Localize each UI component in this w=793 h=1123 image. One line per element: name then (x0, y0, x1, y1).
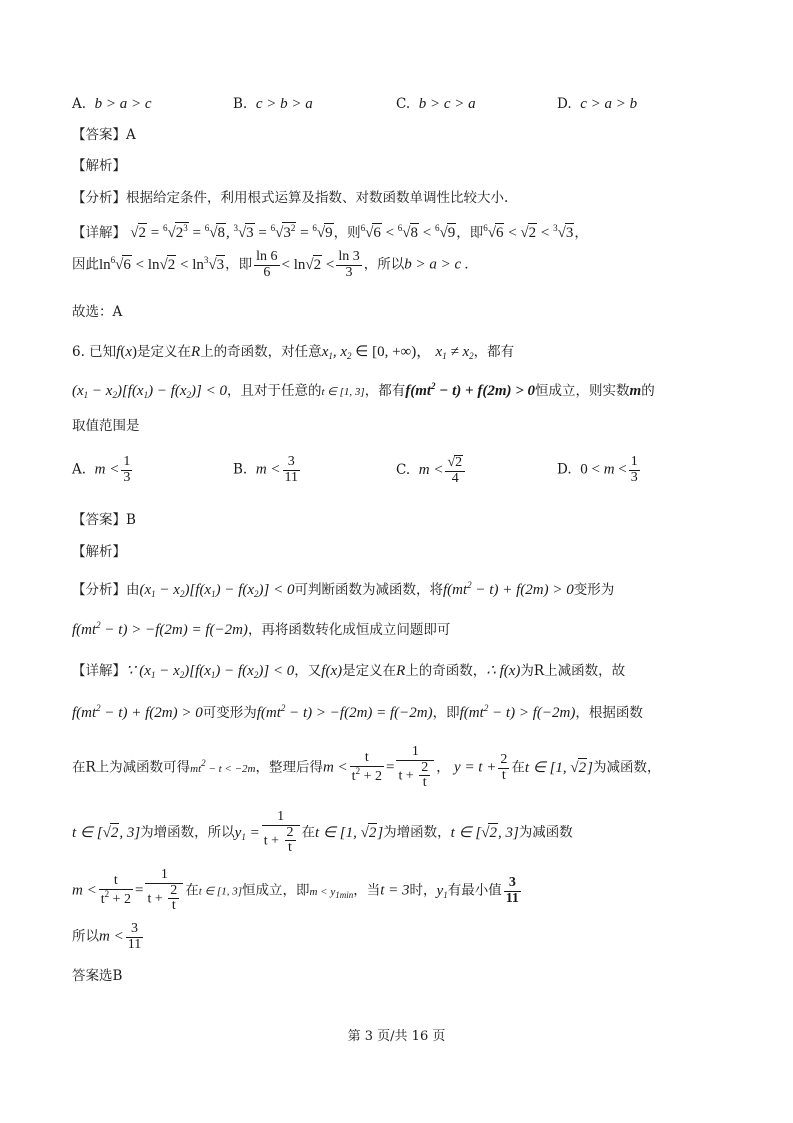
detail-label: 【详解】 (72, 225, 126, 241)
math-expression: $f(mt^2 - t) + f(2m) > 0$ (72, 703, 203, 721)
text-fragment: 有最小值 (447, 882, 502, 899)
q6-option-b (233, 455, 302, 485)
fraction: $\frac{1}{3}$ (123, 454, 131, 485)
text-fragment: 在R上为减函数可得 (72, 759, 191, 776)
fraction: $\frac{3}{11}$ (505, 874, 519, 906)
math-expression: t ∈ [√2, 3] (72, 824, 141, 841)
fraction: $\frac{1}{3}$ (630, 454, 638, 485)
text-fragment: 在 (511, 759, 525, 776)
text-fragment: 恒成立，即 (241, 882, 310, 899)
text-fragment: 在 (185, 882, 199, 899)
q5-fenxi: 【分析】根据给定条件，利用根式运算及指数、对数函数单调性比较大小. (72, 190, 509, 206)
fraction: $\frac{3}{11}$ (284, 454, 299, 485)
math-expression: $y_1$ = (234, 824, 260, 842)
detail-label: 【详解】 (72, 663, 126, 679)
math-expression: $f(mt^2 - t) + f(2m) > 0$ (405, 381, 536, 399)
option-label: A. (72, 461, 87, 478)
text-fragment: 因此 (72, 256, 99, 273)
q5-because-line (72, 250, 469, 280)
text-fragment: 为减函数， (593, 759, 661, 776)
math-expression: t ∈ [1, 3] (321, 386, 365, 398)
option-expr: 0 < m < (580, 461, 627, 478)
math-expression: t ∈ [1, √2] (315, 824, 384, 841)
math-expression: y = t + (454, 759, 497, 776)
text-fragment: ，都有 (473, 344, 515, 360)
q6-analysis-label: 【解析】 (72, 544, 126, 560)
fraction: $\frac{\ln 3}{3}$ (338, 249, 360, 280)
math-expression: t ∈ [1, 3] (198, 885, 242, 898)
text-fragment: 恒成立，则实数 (535, 383, 630, 399)
math-expression: $mt^2 - t < -2m$ (190, 757, 256, 775)
fraction: $\frac{2}{t}$ (500, 751, 508, 783)
q5-option-c (396, 96, 476, 113)
math-expression: < ln√2 < (281, 256, 335, 273)
text-fragment: 变形为 (573, 582, 615, 598)
option-expr: m < (255, 461, 281, 478)
fraction: $\frac{t}{t^2 + 2}$ (351, 750, 382, 785)
text-fragment: 时， (409, 882, 437, 899)
q6-answer: 【答案】B (72, 512, 136, 528)
option-label: D. (557, 96, 572, 112)
math-expression: $^6$√6 < √2 < $^3$√3 (483, 223, 574, 241)
q5-option-a (72, 96, 152, 113)
q6-option-d (557, 455, 642, 485)
text-fragment: 在 (301, 824, 315, 841)
text-fragment: 可变形为 (202, 705, 257, 721)
text-fragment: ，即 (225, 256, 253, 273)
math-expression: $\ln^6√6 < \ln√2 < \ln^3√3$ (99, 254, 225, 273)
q6-detail-line2 (72, 703, 643, 722)
text-fragment: ，都有 (364, 383, 406, 399)
fraction: $\frac{\ln 6}{6}$ (256, 249, 278, 280)
math-expression: m < (72, 882, 97, 899)
math-expression: $x_1$, $x_2$ (321, 344, 352, 361)
text-fragment: ，则 (333, 225, 361, 241)
q5-answer: 【答案】A (72, 127, 136, 143)
text-fragment: 上的奇函数， (405, 663, 487, 679)
math-expression: $m < y_{1min}$ (309, 885, 354, 900)
option-expr: b > c > a (418, 96, 476, 112)
text-fragment: ，即 (432, 705, 460, 721)
fraction: 1 t + $\frac{2}{t}$ (396, 745, 434, 791)
text-fragment: ，即 (456, 225, 484, 241)
text-fragment: ，再将函数转化成恒成立问题即可 (247, 622, 451, 638)
option-expr: m < (418, 462, 444, 479)
q5-detail-line: 【详解】 $√2 = ^6√2^3 = ^6√8$, $^3√3 = ^6√3^2 = ^6√9$，则$^6$√6 < $^6$√8 < $^6$√9，即$^6$√6 < √2 < $^3$√3， (72, 223, 588, 241)
fraction: 1 t + $\frac{2}{t}$ (262, 810, 300, 856)
q6-detail-line3: 在R上为减函数可得$mt^2 - t < -2m$，整理后得m < $\frac{t}{t^2 + 2}$ = 1 t + $\frac{2}{t}$ ， y = t + $\frac{2}{t}$ 在t ∈ [1, √2]为减函数， (72, 744, 661, 791)
text-fragment: 上的奇函数，对任意 (200, 344, 322, 360)
q6-detail-line1: 【详解】∵ $(x_1 - x_2)[f(x_1) - f(x_2)] < 0$，又f(x)是定义在R上的奇函数，∴ f(x)为R上减函数，故 (72, 663, 626, 680)
option-label: B. (233, 96, 248, 112)
text-fragment: 是定义在 (137, 344, 192, 360)
math-expression: f (116, 344, 121, 360)
math-expression: $f(mt^2 - t) > -f(2m) = f(-2m)$ (256, 703, 433, 721)
math-expression: $^6$√6 < $^6$√8 < $^6$√9 (360, 223, 456, 241)
text-fragment: ，所以 (363, 256, 405, 273)
question-number: 6. 已知 (72, 344, 117, 360)
math-expression: $(x_1 - x_2)[f(x_1) - f(x_2)] < 0$ (72, 383, 227, 400)
math-expression: $f(mt^2 - t) + f(2m) > 0$ (443, 580, 574, 598)
math-expression: $f(mt^2 - t) > -f(2m) = f(-2m)$ (72, 620, 248, 638)
q6-fenxi-line2 (72, 620, 450, 639)
text-fragment: 【分析】由 (72, 582, 140, 598)
math-expression: t ∈ [√2, 3] (450, 824, 519, 841)
q6-stem-line1: 6. 已知f(x)是定义在R上的奇函数，对任意$x_1$, $x_2$ ∈ [0, +∞)， $x_1 \ne x_2$，都有 (72, 344, 515, 361)
q6-stem-line2: $(x_1 - x_2)[f(x_1) - f(x_2)] < 0$，且对于任意的t ∈ [1, 3]，都有$f(mt^2 - t) + f(2m) > 0$恒成立，则实数m的 (72, 381, 655, 400)
text-fragment: ，整理后得 (255, 759, 323, 776)
q5-option-d (557, 96, 637, 113)
fraction: $\frac{√2}{4}$ (445, 455, 465, 486)
math-expression: b > a > c . (404, 256, 469, 273)
page-footer: 第 3 页/共 16 页 (347, 1029, 446, 1044)
q6-option-c (396, 455, 467, 486)
text-fragment: 为增函数，所以 (140, 824, 235, 841)
q6-detail-line5: m < $\frac{t}{t^2 + 2}$ = 1 t + $\frac{2}{t}$ 在t ∈ [1, 3]恒成立，即$m < y_{1min}$，当t = 3时，$y_1$有最小值 $\frac{3}{11}$ (72, 867, 519, 914)
option-expr: m < (94, 461, 120, 478)
fraction: $\frac{3}{11}$ (127, 921, 142, 952)
text-fragment: 可判断函数为减函数，将 (294, 582, 443, 598)
math-expression: m < (322, 759, 348, 776)
q6-stem-line3: 取值范围是 (72, 418, 140, 434)
q6-option-a (72, 455, 134, 485)
q5-option-b (233, 96, 313, 113)
math-expression: $√2 = ^6√2^3 = ^6√8$, $^3√3 = ^6√3^2 = ^6√9$ (130, 223, 333, 241)
text-fragment: ，且对于任意的 (227, 383, 322, 399)
text-fragment: 为减函数 (518, 824, 573, 841)
q6-detail-line4 (72, 810, 573, 856)
math-expression: t ∈ [1, √2] (524, 759, 594, 776)
q6-final-answer: 答案选B (72, 968, 123, 984)
math-expression: ∵ $(x_1 - x_2)[f(x_1) - f(x_2)] < 0$ (126, 663, 295, 680)
option-expr: b > a > c (94, 96, 152, 112)
option-label: B. (233, 461, 248, 478)
q6-fenxi-line1 (72, 580, 614, 600)
fraction: 1 t + $\frac{2}{t}$ (145, 868, 183, 914)
text-fragment: 所以 (72, 928, 99, 945)
option-label: C. (396, 462, 411, 479)
q5-analysis-label: 【解析】 (72, 158, 126, 174)
option-expr: c > a > b (580, 96, 638, 112)
q6-detail-line6 (72, 922, 145, 952)
text-fragment: 为R上减函数，故 (520, 663, 626, 679)
q5-choose: 故选：A (72, 304, 123, 320)
text-fragment: ，又 (294, 663, 322, 679)
option-label: A. (72, 96, 87, 112)
text-fragment: ，当 (353, 882, 381, 899)
fraction: $\frac{t}{t^2 + 2}$ (100, 873, 132, 908)
option-label: C. (396, 96, 411, 112)
option-label: D. (557, 461, 572, 478)
math-expression: $(x_1 - x_2)[f(x_1) - f(x_2)] < 0$ (139, 582, 295, 599)
option-expr: c > b > a (255, 96, 313, 112)
text-fragment: ，根据函数 (575, 705, 643, 721)
math-expression: m < (99, 928, 124, 945)
text-fragment: 是定义在 (342, 663, 397, 679)
text-fragment: 为增函数， (383, 824, 451, 841)
math-expression: $f(mt^2 - t) > f(-2m)$ (459, 703, 576, 721)
